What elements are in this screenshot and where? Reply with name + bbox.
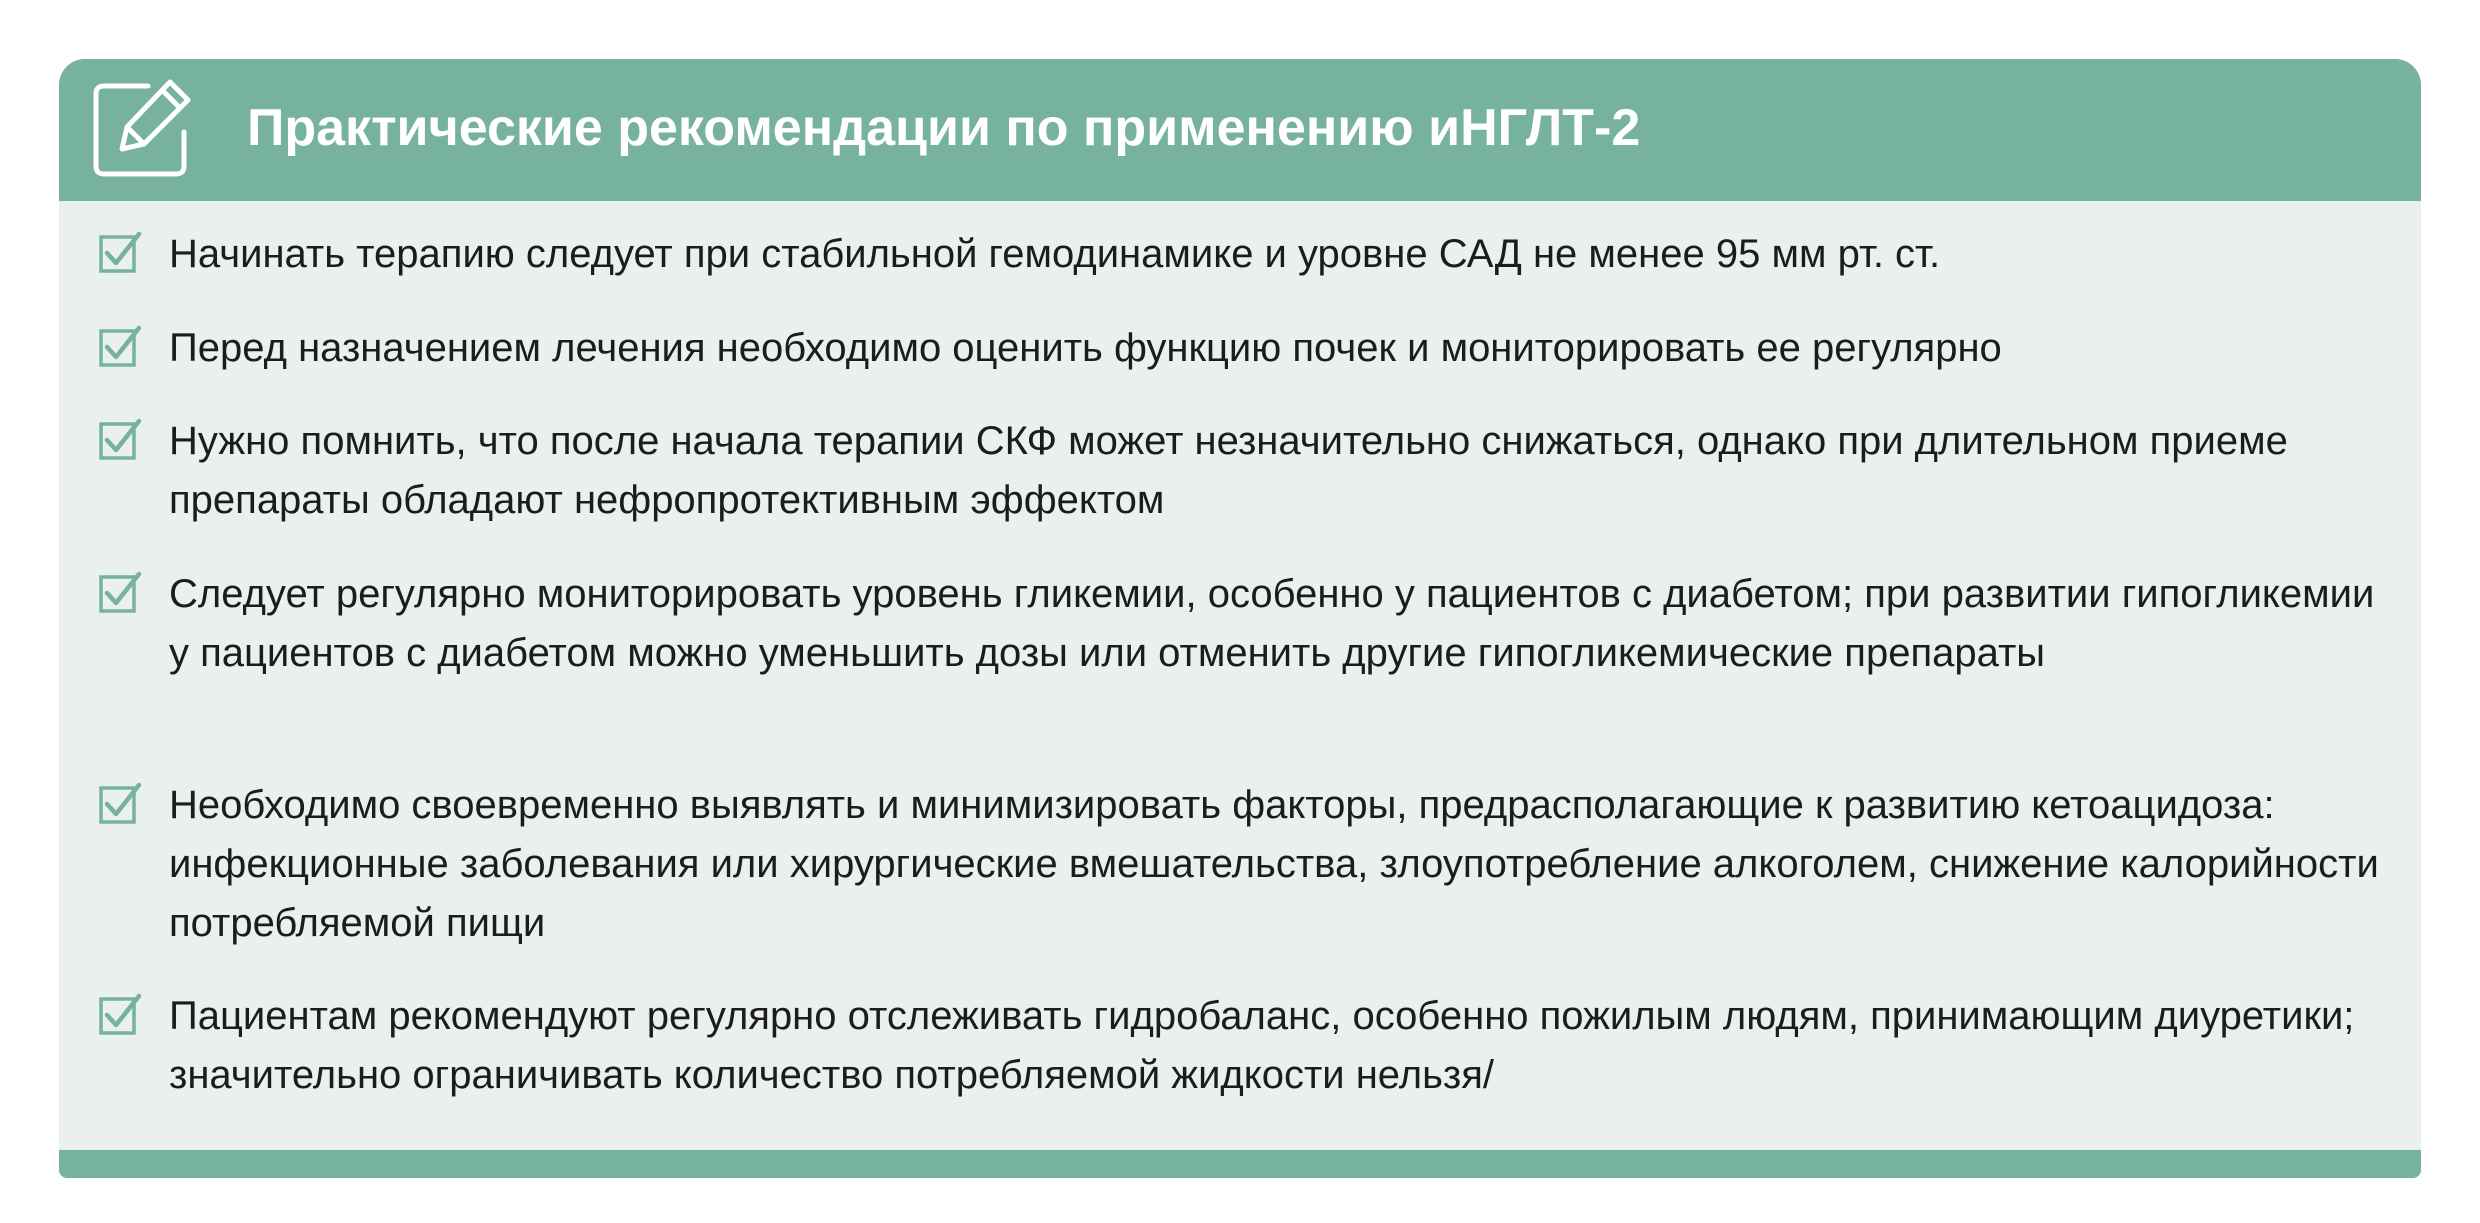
list-item-text: Пациентам рекомендуют регулярно отслеживать гидробаланс, особенно пожилым людям, принимающим диуретики; значительно ограничивать количество потребляемой жидкости нельзя/ [169, 994, 2355, 1097]
checkbox-checked-icon [98, 993, 142, 1037]
list-item-text: Перед назначением лечения необходимо оценить функцию почек и мониторировать ее регулярно [169, 326, 2002, 370]
checkbox-checked-icon [98, 325, 142, 369]
list-item-text: Следует регулярно мониторировать уровень гликемии, особенно у пациентов с диабетом; при развитии гипогликемии у пациентов с диабетом можно уменьшить дозы или отменить другие гипогликемические препараты [169, 572, 2375, 675]
checkbox-checked-icon [98, 231, 142, 275]
list-item-text: Необходимо своевременно выявлять и минимизировать факторы, предрасполагающие к развитию кетоацидоза: инфекционные заболевания или хирургические вмешательства, злоупотребление алкоголем, снижение калорийности потребляемой пищи [169, 783, 2379, 945]
list-item-text: Начинать терапию следует при стабильной гемодинамике и уровне САД не менее 95 мм рт. ст. [169, 232, 1941, 276]
recommendations-card [59, 59, 2421, 1178]
card-footer-bar [59, 1150, 2421, 1178]
checkbox-checked-icon [98, 418, 142, 462]
checkbox-checked-icon [98, 782, 142, 826]
card-title: Практические рекомендации по применению иНГЛТ-2 [247, 99, 1641, 157]
card-header [59, 59, 2421, 201]
checkbox-checked-icon [98, 571, 142, 615]
edit-pencil-icon [92, 78, 192, 178]
list-item-text: Нужно помнить, что после начала терапии СКФ может незначительно снижаться, однако при длительном приеме препараты обладают нефропротективным эффектом [169, 419, 2288, 522]
